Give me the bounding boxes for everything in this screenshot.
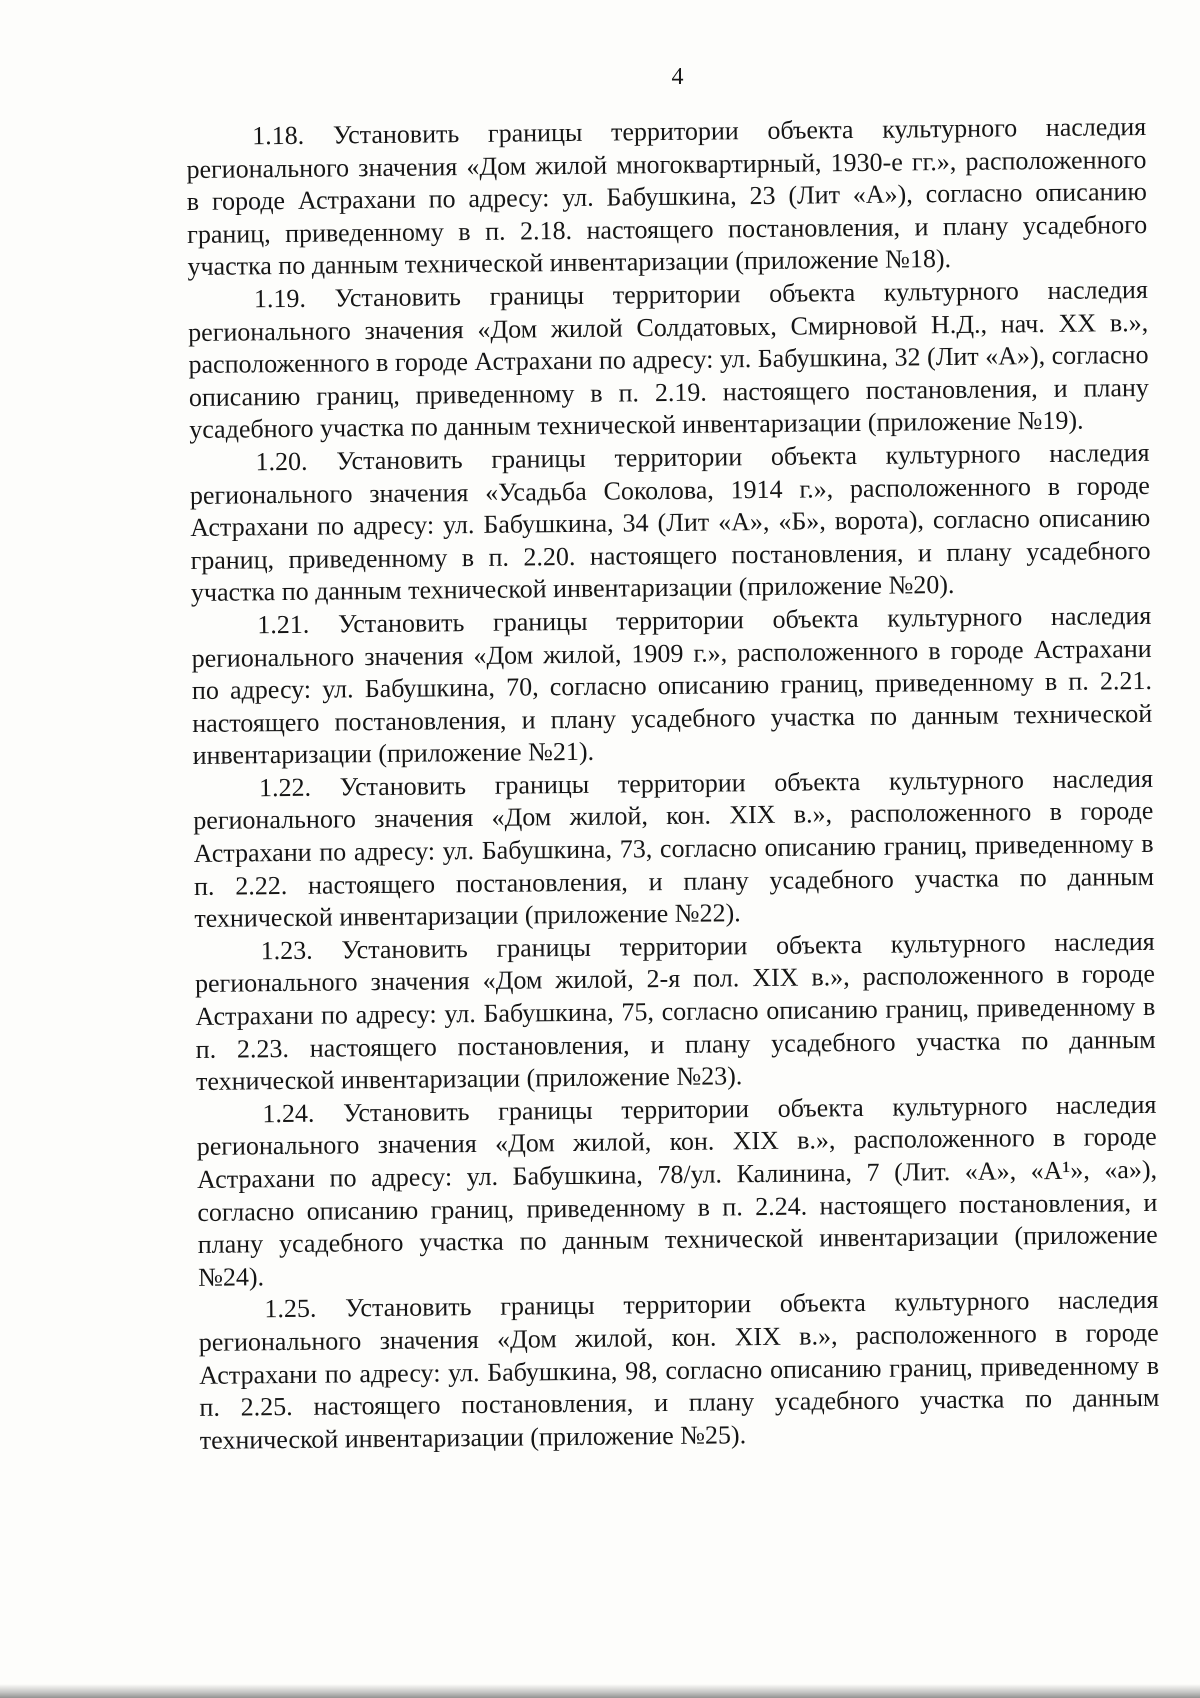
page-number: 4 [671, 64, 684, 90]
scan-edge-shadow [0, 1684, 1200, 1698]
paragraph-1-24: 1.24. Установить границы территории объекта культурного наследия регионального значения «Дом жилой, кон. XIX в.», расположенного в городе Астрахани по адресу: ул. Бабушкина, 78/ул. Калинина, 7 (Лит. «А», «А¹», «а»), согласно описанию границ, приведенному в п. 2.24. настоящего постановления, и плану усадебного участка по данным технической инвентаризации (приложение №24). [196, 1089, 1158, 1292]
document-body [186, 111, 1160, 1457]
paragraph-1-25: 1.25. Установить границы территории объекта культурного наследия регионального значения «Дом жилой, кон. XIX в.», расположенного в городе Астрахани по адресу: ул. Бабушкина, 98, согласно описанию границ, приведенному в п. 2.25. настоящего постановления, и плану усадебного участка по данным технической инвентаризации (приложение №25). [198, 1285, 1160, 1455]
paragraph-1-22: 1.22. Установить границы территории объекта культурного наследия регионального значения «Дом жилой, кон. XIX в.», расположенного в городе Астрахани по адресу: ул. Бабушкина, 73, согласно описанию границ, приведенному в п. 2.22. настоящего постановления, и плану усадебного участка по данным технической инвентаризации (приложение №22). [193, 763, 1155, 934]
paragraph-1-18: 1.18. Установить границы территории объекта культурного наследия регионального значения «Дом жилой многоквартирный, 1930-е гг.», расположенного в городе Астрахани по адресу: ул. Бабушкина, 23 (Лит «А»), согласно описанию границ, приведенному в п. 2.18. настоящего постановления, и плану усадебного участка по данным технической инвентаризации (приложение №18). [186, 111, 1148, 282]
paragraph-1-21: 1.21. Установить границы территории объекта культурного наследия регионального значения «Дом жилой, 1909 г.», расположенного в городе Астрахани по адресу: ул. Бабушкина, 70, согласно описанию границ, приведенному в п. 2.21. настоящего постановления, и плану усадебного участка по данным технической инвентаризации (приложение №21). [191, 600, 1153, 771]
paragraph-1-20: 1.20. Установить границы территории объекта культурного наследия регионального значения «Усадьба Соколова, 1914 г.», расположенного в городе Астрахани по адресу: ул. Бабушкина, 34 (Лит «А», «Б», ворота), согласно описанию границ, приведенному в п. 2.20. настоящего постановления, и плану усадебного участка по данным технической инвентаризации (приложение №20). [189, 437, 1151, 608]
paragraph-1-19: 1.19. Установить границы территории объекта культурного наследия регионального значения «Дом жилой Солдатовых, Смирновой Н.Д., нач. XX в.», расположенного в городе Астрахани по адресу: ул. Бабушкина, 32 (Лит «А»), согласно описанию границ, приведенному в п. 2.19. настоящего постановления, и плану усадебного участка по данным технической инвентаризации (приложение №19). [188, 274, 1149, 445]
paragraph-1-23: 1.23. Установить границы территории объекта культурного наследия регионального значения «Дом жилой, 2-я пол. XIX в.», расположенного в городе Астрахани по адресу: ул. Бабушкина, 75, согласно описанию границ, приведенному в п. 2.23. настоящего постановления, и плану усадебного участка по данным технической инвентаризации (приложение №23). [194, 926, 1156, 1097]
